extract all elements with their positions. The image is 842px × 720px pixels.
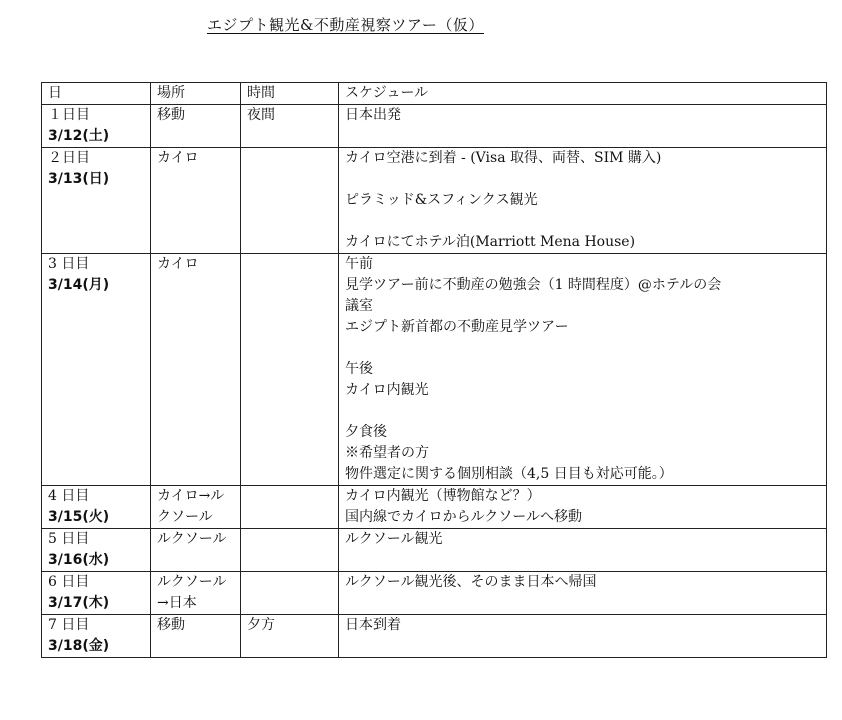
table-row — [42, 148, 827, 254]
cell-day — [42, 486, 151, 529]
cell-schedule — [339, 529, 827, 572]
day-label: 6 日目 — [48, 574, 90, 590]
table-row — [42, 572, 827, 615]
date-label: 3/18(金) — [48, 638, 110, 654]
schedule-table — [41, 82, 827, 658]
day-label: 4 日目 — [48, 488, 90, 504]
date-label: 3/13(日) — [48, 171, 110, 187]
cell-day — [42, 105, 151, 148]
table-row — [42, 615, 827, 658]
date-label: 3/17(木) — [48, 595, 110, 611]
date-label: 3/14(月) — [48, 277, 110, 293]
cell-schedule — [339, 148, 827, 254]
schedule-line: ※希望者の方 — [345, 445, 429, 461]
cell-place: 移動 — [151, 615, 241, 658]
schedule-line — [345, 401, 820, 422]
cell-time — [241, 486, 339, 529]
cell-schedule — [339, 105, 827, 148]
header-place: 場所 — [151, 83, 241, 105]
cell-schedule — [339, 254, 827, 486]
schedule-line — [345, 338, 820, 359]
cell-day — [42, 615, 151, 658]
date-label: 3/16(水) — [48, 552, 110, 568]
cell-schedule — [339, 615, 827, 658]
cell-day — [42, 254, 151, 486]
schedule-line: ルクソール観光 — [345, 531, 443, 547]
date-label: 3/15(火) — [48, 509, 110, 525]
cell-place: カイロ→ルクソール — [151, 486, 241, 529]
cell-day — [42, 572, 151, 615]
page-title: エジプト観光&不動産視察ツアー（仮） — [207, 16, 484, 34]
cell-place: カイロ — [151, 148, 241, 254]
cell-day — [42, 148, 151, 254]
cell-place: ルクソール→日本 — [151, 572, 241, 615]
cell-day — [42, 529, 151, 572]
schedule-line: カイロ内観光 — [345, 382, 429, 398]
schedule-line: ピラミッド&スフィンクス観光 — [345, 192, 538, 208]
schedule-body — [42, 105, 827, 658]
cell-time — [241, 254, 339, 486]
day-label: 5 日目 — [48, 531, 90, 547]
cell-time: 夜間 — [241, 105, 339, 148]
table-row — [42, 254, 827, 486]
table-row — [42, 486, 827, 529]
schedule-line: 日本出発 — [345, 107, 401, 123]
schedule-line: ルクソール観光後、そのまま日本へ帰国 — [345, 574, 597, 590]
schedule-line: 見学ツアー前に不動産の勉強会（1 時間程度）@ホテルの会 — [345, 277, 722, 293]
schedule-line: エジプト新首都の不動産見学ツアー — [345, 319, 569, 335]
cell-time — [241, 572, 339, 615]
schedule-line: カイロ内観光（博物館など？） — [345, 488, 541, 504]
day-label: 3 日目 — [48, 256, 90, 272]
table-row — [42, 529, 827, 572]
table-header-row — [42, 83, 827, 105]
schedule-line: 物件選定に関する個別相談（4,5 日目も対応可能。） — [345, 466, 673, 482]
schedule-line — [345, 169, 820, 190]
schedule-line: 午後 — [345, 361, 373, 377]
header-time: 時間 — [241, 83, 339, 105]
header-schedule: スケジュール — [339, 83, 827, 105]
cell-place: 移動 — [151, 105, 241, 148]
schedule-line: 夕食後 — [345, 424, 387, 440]
schedule-line: 日本到着 — [345, 617, 401, 633]
cell-schedule — [339, 572, 827, 615]
day-label: ２日目 — [48, 150, 90, 166]
schedule-line: 国内線でカイロからルクソールへ移動 — [345, 509, 583, 525]
schedule-line: 議室 — [345, 298, 373, 314]
schedule-line: カイロにてホテル泊(Marriott Mena House) — [345, 234, 636, 250]
schedule-line — [345, 211, 820, 232]
header-day: 日 — [42, 83, 151, 105]
cell-schedule — [339, 486, 827, 529]
date-label: 3/12(土) — [48, 128, 110, 144]
schedule-line: 午前 — [345, 256, 373, 272]
cell-time: 夕方 — [241, 615, 339, 658]
schedule-line: カイロ空港に到着 - (Visa 取得、両替、SIM 購入) — [345, 150, 662, 166]
cell-place: ルクソール — [151, 529, 241, 572]
cell-place: カイロ — [151, 254, 241, 486]
table-row — [42, 105, 827, 148]
cell-time — [241, 529, 339, 572]
cell-time — [241, 148, 339, 254]
day-label: １日目 — [48, 107, 90, 123]
day-label: 7 日目 — [48, 617, 90, 633]
